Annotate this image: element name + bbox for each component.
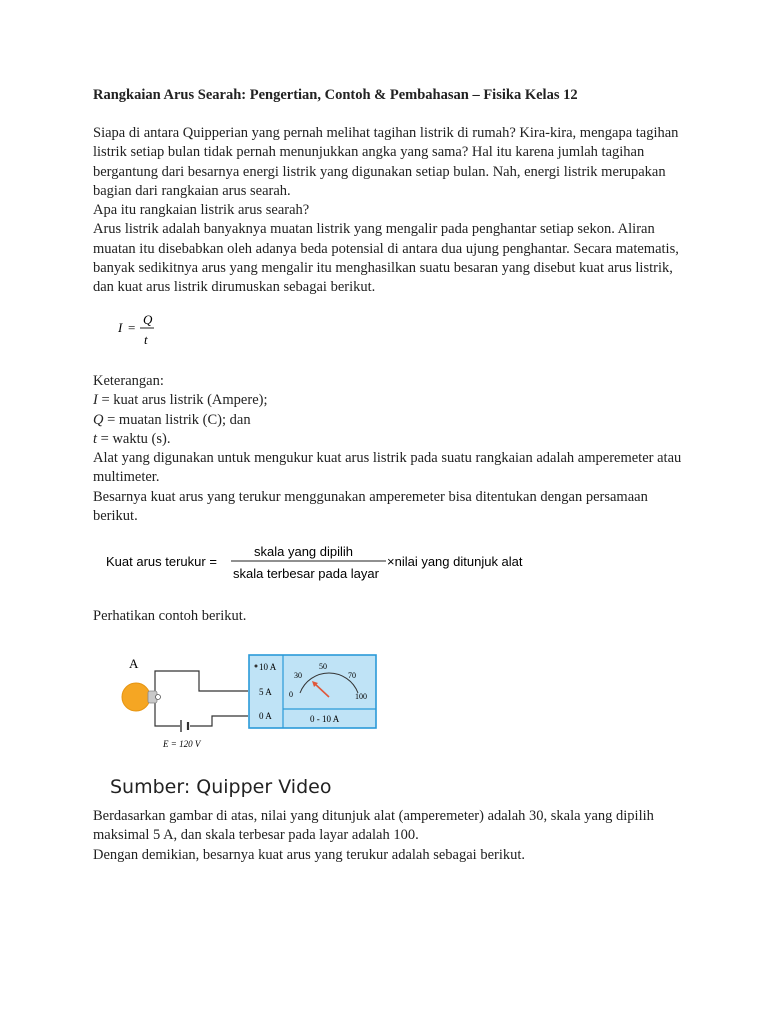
lamp-label: A [129, 656, 139, 671]
source-caption: Sumber: Quipper Video [110, 776, 332, 798]
measured-current-formula [104, 540, 564, 584]
scale-0: 0 [289, 690, 293, 699]
formula2-numerator: skala yang dipilih [254, 544, 354, 559]
battery-label: E = 120 V [163, 739, 201, 749]
formula2-rhs: ×nilai yang ditunjuk alat [387, 554, 523, 569]
scale-100: 100 [355, 692, 367, 701]
intro-text-2: Arus listrik adalah banyaknya muatan listrik yang mengalir pada penghantar setiap sekon. Aliran muatan itu disebabkan oleh adanya beda potensial di antara dua ujung penghantar. Secara matematis, banyak sedikitnya arus yang mengalir itu menghasilkan suatu besaran yang disebut kuat arus listrik, dan kuat arus listrik dirumuskan sebagai berikut. [93, 221, 679, 296]
formula-equals: = [128, 320, 136, 335]
conclusion-paragraph [93, 807, 683, 865]
intro-question: Apa itu rangkaian listrik arus searah? [93, 202, 310, 219]
conclusion-text-1: Berdasarkan gambar di atas, nilai yang ditunjuk alat (amperemeter) adalah 30, skala yang dipilih maksimal 5 A, dan skala terbesar pada layar adalah 100. [93, 808, 654, 844]
keterangan-item-t [93, 430, 683, 449]
equation-intro-text: Besarnya kuat arus yang terukur menggunakan amperemeter bisa ditentukan dengan persamaan berikut. [93, 488, 648, 525]
terminal-5a: 5 A [259, 687, 272, 697]
conclusion-text-2: Dengan demikian, besarnya kuat arus yang terukur adalah sebagai berikut. [93, 846, 526, 863]
wire-bottom-right [190, 716, 248, 726]
intro-paragraph [93, 124, 683, 298]
keterangan-item-i [93, 391, 683, 410]
keterangan-heading: Keterangan: [93, 373, 164, 389]
item-q-text: = muatan listrik (C); dan [103, 411, 251, 428]
formula-q: Q [143, 312, 153, 327]
current-formula [116, 310, 176, 350]
terminal-10a-dot [255, 665, 258, 668]
circuit-diagram [112, 650, 382, 760]
formula-i: I [118, 320, 123, 335]
formula-t: t [144, 332, 148, 347]
article-title: Rangkaian Arus Searah: Pengertian, Contoh & Pembahasan – Fisika Kelas 12 [93, 87, 578, 103]
item-t-text: = waktu (s). [97, 430, 171, 447]
item-i-text: = kuat arus listrik (Ampere); [97, 392, 268, 409]
terminal-0a: 0 A [259, 711, 272, 721]
wire-top [155, 671, 248, 694]
symbol-q: Q [93, 411, 104, 428]
keterangan-item-q [93, 411, 683, 430]
symbol-t: t [93, 430, 98, 447]
terminal-10a: 10 A [259, 662, 277, 672]
amperemeter-text: Alat yang digunakan untuk mengukur kuat arus listrik pada suatu rangkaian adalah amperemeter atau multimeter. [93, 450, 682, 486]
formula2-denominator: skala terbesar pada layar [233, 566, 379, 581]
intro-text-1: Siapa di antara Quipperian yang pernah melihat tagihan listrik di rumah? Kira-kira, mengapa tagihan listrik setiap bulan tidak pernah menunjukkan angka yang sama? Hal itu karena jumlah tagihan bergantung dari besarnya energi listrik yang digunakan setiap bulan. Nah, energi listrik merupakan bagian dari rangkaian arus searah. [93, 125, 679, 199]
wire-bottom-left [155, 700, 180, 726]
scale-50: 50 [319, 662, 327, 671]
symbol-i: I [93, 392, 98, 409]
scale-70: 70 [348, 671, 356, 680]
example-intro: Perhatikan contoh berikut. [93, 608, 247, 624]
keterangan-block [93, 372, 683, 526]
scale-30: 30 [294, 671, 302, 680]
formula2-lhs: Kuat arus terukur = [106, 554, 217, 569]
range-label: 0 - 10 A [310, 714, 340, 724]
